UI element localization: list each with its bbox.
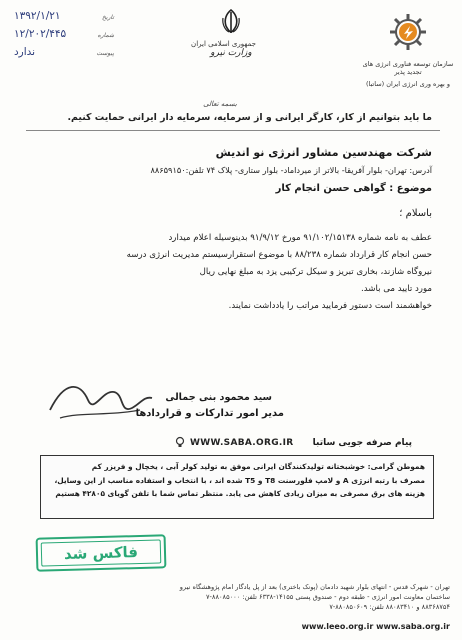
org-name-line2: و بهره وری انرژی ایران (ساتبا) <box>365 80 451 88</box>
signer-title: مدیر امور تدارکات و قراردادها <box>135 408 284 419</box>
body-line: مورد تایید می باشد. <box>361 284 432 294</box>
header-divider <box>26 130 440 131</box>
footer-address <box>150 582 450 612</box>
saba-line: هموطن گرامی: خوشبختانه تولیدکنندگان ایرانی موفق به تولید کولر آبی ، یخچال و فریزر کم <box>91 462 425 471</box>
date-value: ۱۳۹۲/۱/۲۱ <box>14 10 61 22</box>
attachment-label: پیوست <box>96 50 114 57</box>
letter-body <box>32 230 432 315</box>
greeting: باسلام ؛ <box>399 208 432 219</box>
sun-gear-icon <box>388 12 428 52</box>
footer-line: تهران - شهرک قدس - انتهای بلوار شهید دادمان (پونک باختری) بعد از پل یادگار امام پژوهشگاه نیرو <box>179 583 450 591</box>
number-row <box>14 28 114 46</box>
letter-subject: موضوع : گواهی حسن انجام کار <box>275 183 432 194</box>
stamp-text: فاکس شد <box>63 543 139 563</box>
date-row <box>14 10 114 28</box>
lamp-icon <box>174 436 186 448</box>
national-emblem <box>191 8 256 58</box>
signer-name: سید محمود بنی جمالی <box>165 392 272 403</box>
saba-message-box <box>40 455 434 519</box>
attachment-value: ندارد <box>14 46 36 58</box>
saba-title: پیام صرفه جویی ساتبا <box>312 438 412 448</box>
recipient-company: شرکت مهندسین مشاور انرژی نو اندیش <box>215 146 432 159</box>
footer-line: ۸۸۳۶۸۷۵۴ و ۸۸۰۸۳۴۱۰ تلفن: ۸۸۰۸۵۰۶۰۹-۷ <box>329 603 450 611</box>
handwritten-signature <box>40 370 160 430</box>
body-line: حسن انجام کار قرارداد شماره ۸۸/۲۳۸ با موضوع استقرارسیستم مدیریت انرژی درسه <box>126 250 432 260</box>
slogan: ما باید بتوانیم از کار، کارگر ایرانی و از سرمایه، سرمایه دار ایرانی حمایت کنیم. <box>67 112 432 123</box>
footer-line: ساختمان معاونت امور انرژی - طبقه دوم - صندوق پستی ۱۴۱۵۵-۶۳۳۸ تلفن: ۸۸۰۸۵۰۰۰-۷ <box>205 593 450 601</box>
body-line: خواهشمند است دستور فرمایید مراتب را یادداشت نمایند. <box>228 301 432 311</box>
saba-line: هزینه های برق مصرفی به میزان زیادی کاهش می یابد. منتظر تماس شما با تلفن گویای ۴۲۸۰۵ هستیم <box>55 489 425 498</box>
saba-url: WWW.SABA.ORG.IR <box>190 438 294 448</box>
fax-sent-stamp <box>36 534 167 571</box>
number-label: شماره <box>97 32 114 39</box>
letter-meta <box>14 10 114 64</box>
body-line: نیروگاه شازند، بخاری تبریز و سیکل ترکیبی یزد به مبلغ نهایی ریال <box>199 267 432 277</box>
bismillah: بسمه تعالی <box>203 100 237 108</box>
attachment-row <box>14 46 114 64</box>
stamp-border <box>41 539 162 566</box>
saba-line: مصرف با رتبه انرژی A و لامپ فلورسنت T8 و T5 شده اند ، با انتخاب و استفاده مناسب از این وسایل، <box>54 475 425 485</box>
org-name-line1: سازمان توسعه فناوری انرژی های تجدید پذیر <box>362 60 454 76</box>
date-label: تاریخ <box>102 14 114 21</box>
org-logo <box>360 12 456 88</box>
ministry-label: وزارت نیرو <box>210 48 252 58</box>
republic-label: جمهوری اسلامی ایران <box>191 40 256 48</box>
footer-websites: www.leeo.org.ir www.saba.org.ir <box>301 622 450 631</box>
number-value: ۱۲/۲۰۲/۴۴۵ <box>14 28 67 40</box>
iran-emblem-icon <box>220 8 242 34</box>
body-line: عطف به نامه شماره ۹۱/۱۰۲/۱۵۱۳۸ مورخ ۹۱/۹/۱۲ بدینوسیله اعلام میدارد <box>168 233 432 243</box>
recipient-address: آدرس: تهران- بلوار آفریقا- بالاتر از میرداماد- بلوار ستاری- پلاک ۷۴ تلفن:۸۸۶۵۹۱۵۰ <box>150 165 432 175</box>
